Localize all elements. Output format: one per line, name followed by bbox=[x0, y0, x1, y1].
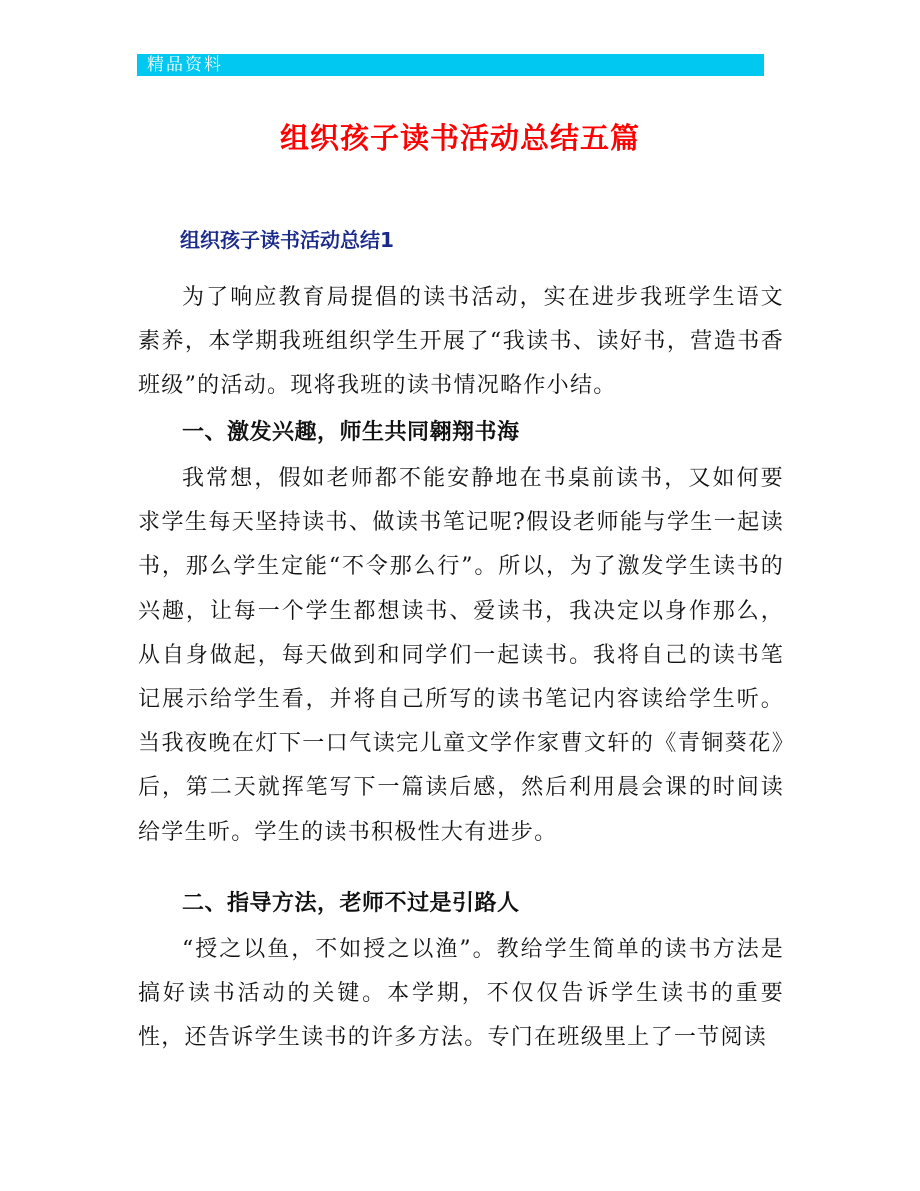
document-title: 组织孩子读书活动总结五篇 bbox=[279, 121, 640, 155]
subheading-method: 二、指导方法，老师不过是引路人 bbox=[182, 890, 520, 916]
banner-label: 精品资料 bbox=[147, 55, 223, 75]
paragraph-method: “授之以鱼，不如授之以渔”。教给学生简单的读书方法是搞好读书活动的关键。本学期，不仅仅告诉学生读书的重要性，还告诉学生读书的许多方法。专门在班级里上了一节阅读 bbox=[138, 937, 784, 1051]
header-banner bbox=[137, 54, 764, 76]
paragraph-interest: 我常想，假如老师都不能安静地在书桌前读书，又如何要求学生每天坚持读书、做读书笔记呢?假设老师能与学生一起读书，那么学生定能“不令那么行”。所以，为了激发学生读书的兴趣，让每一个学生都想读书、爱读书，我决定以身作那么，从自身做起，每天做到和同学们一起读书。我将自己的读书笔记展示给学生看，并将自己所写的读书笔记内容读给学生听。当我夜晚在灯下一口气读完儿童文学作家曹文轩的《青铜葵花》后，第二天就挥笔写下一篇读后感，然后利用晨会课的时间读给学生听。学生的读书积极性大有进步。 bbox=[138, 466, 784, 845]
subheading-interest: 一、激发兴趣，师生共同翱翔书海 bbox=[182, 419, 520, 445]
paragraph-intro: 为了响应教育局提倡的读书活动，实在进步我班学生语文素养，本学期我班组织学生开展了“我读书、读好书，营造书香班级”的活动。现将我班的读书情况略作小结。 bbox=[138, 285, 784, 399]
section-title: 组织孩子读书活动总结1 bbox=[180, 228, 394, 252]
